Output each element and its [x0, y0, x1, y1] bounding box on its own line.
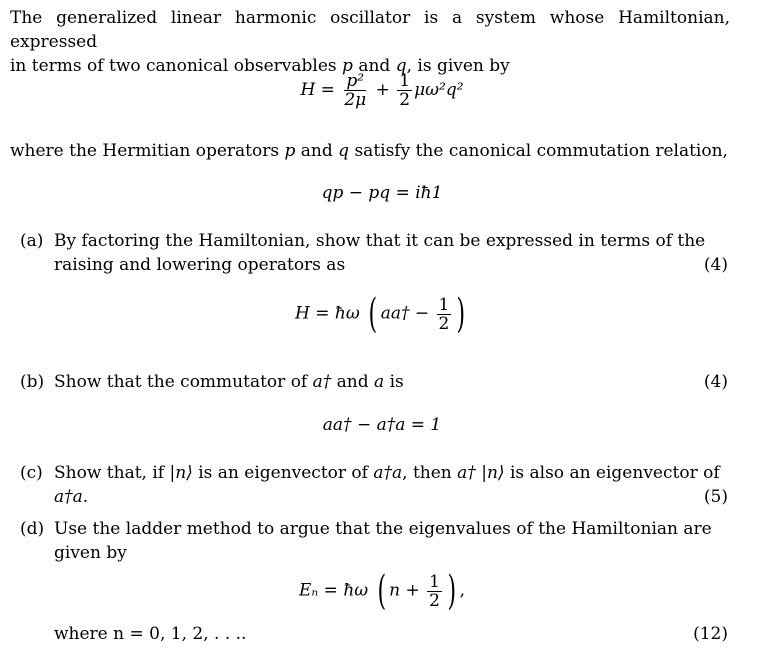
part-b-label: (b): [20, 372, 45, 392]
symbol-q: q: [338, 141, 350, 161]
hamiltonian-lhs: H =: [300, 80, 335, 100]
part-d-eq-tail: ,: [459, 580, 466, 601]
commutation-pre: where the Hermitian operators: [10, 141, 280, 161]
part-a-eq-lhs: H = ħω: [295, 303, 360, 324]
part-b: [20, 370, 730, 394]
part-d-eq-lhs: Eₙ = ħω: [298, 580, 369, 601]
operator-a: a: [374, 372, 385, 392]
part-b-and: and: [336, 372, 369, 392]
part-d-body: [54, 517, 730, 565]
right-paren: ): [456, 291, 466, 337]
ket-n: |n⟩: [169, 463, 193, 483]
part-a-label: (a): [20, 231, 44, 251]
part-c-post: is also an eigenvector of: [509, 463, 720, 483]
part-d-label: (d): [20, 519, 45, 539]
part-a: [20, 229, 730, 277]
symbol-q: q: [395, 56, 407, 76]
left-paren: (: [377, 568, 386, 614]
fraction-denominator: 2: [429, 590, 440, 611]
fraction-numerator: 1: [438, 294, 450, 315]
part-b-marks: (4): [703, 372, 728, 392]
intro-and: and: [358, 56, 391, 76]
part-d-eq-inner: n +: [389, 580, 420, 601]
part-b-text-post: is: [389, 372, 404, 392]
part-a-line-2: raising and lowering operators as: [54, 255, 346, 275]
intro-line-1: The generalized linear harmonic oscillator is a system whose Hamiltonian, expressed: [10, 8, 730, 52]
fraction-one-half: [437, 296, 452, 333]
symbol-p: p: [284, 141, 296, 161]
commutation-equation: qp − pq = iħ1: [321, 183, 443, 203]
part-a-body: [54, 229, 730, 277]
part-a-marks: (4): [703, 255, 728, 275]
fraction-p2-over-2mu: [342, 72, 368, 109]
fraction-numerator: 1: [429, 571, 440, 592]
hamiltonian-tail: μω²q²: [414, 80, 464, 100]
left-paren: (: [368, 291, 378, 337]
intro-line-2-pre: in terms of two canonical observables: [10, 56, 337, 76]
part-a-line-1: By factoring the Hamiltonian, show that it can be expressed in terms of the: [54, 231, 706, 251]
commutation-and: and: [300, 141, 333, 161]
part-b-equation: aa† − a†a = 1: [322, 415, 442, 435]
part-c-line-1: [54, 461, 730, 485]
part-d-line-2: given by: [54, 543, 127, 563]
part-c: [20, 461, 730, 509]
part-c-label: (c): [20, 463, 43, 483]
part-c-mid: is an eigenvector of: [198, 463, 368, 483]
part-a-equation: [0, 291, 764, 337]
right-paren: ): [447, 568, 457, 614]
part-d-line-1: Use the ladder method to argue that the eigenvalues of the Hamiltonian are: [54, 519, 712, 539]
part-c-body: [54, 461, 730, 509]
symbol-p: p: [342, 56, 353, 76]
part-c-then: , then: [402, 463, 452, 483]
part-d-equation: [0, 568, 764, 614]
fraction-numerator: p²: [346, 71, 365, 91]
fraction-denominator: 2μ: [344, 90, 367, 110]
fraction-one-half: [427, 573, 442, 610]
fraction-denominator: 2: [438, 313, 450, 334]
fraction-numerator: 1: [399, 71, 411, 91]
intro-paragraph: [10, 6, 730, 78]
commutation-post: satisfy the canonical commutation relation,: [354, 141, 728, 161]
part-c-pre: Show that, if: [54, 463, 165, 483]
part-b-text-pre: Show that the commutator of: [54, 372, 308, 392]
part-c-line-2: a†a.: [54, 487, 89, 507]
part-b-body: [54, 370, 730, 394]
part-d-marks: (12): [693, 624, 728, 644]
hamiltonian-equation: [0, 72, 764, 109]
part-d-where: where n = 0, 1, 2, . . ..: [54, 624, 247, 644]
part-a-eq-inner: aa† −: [380, 303, 430, 324]
operator-a-dagger: a†: [312, 372, 332, 392]
part-c-marks: (5): [703, 487, 728, 507]
operator-a-dagger-ket: a† |n⟩: [457, 463, 505, 483]
fraction-one-half: [397, 72, 412, 109]
intro-line-2-post: , is given by: [406, 56, 510, 76]
operator-number: a†a: [373, 463, 403, 483]
plus-sign: +: [375, 80, 390, 100]
part-d: [20, 517, 730, 565]
fraction-denominator: 2: [399, 90, 411, 110]
commutation-paragraph: [10, 139, 730, 163]
